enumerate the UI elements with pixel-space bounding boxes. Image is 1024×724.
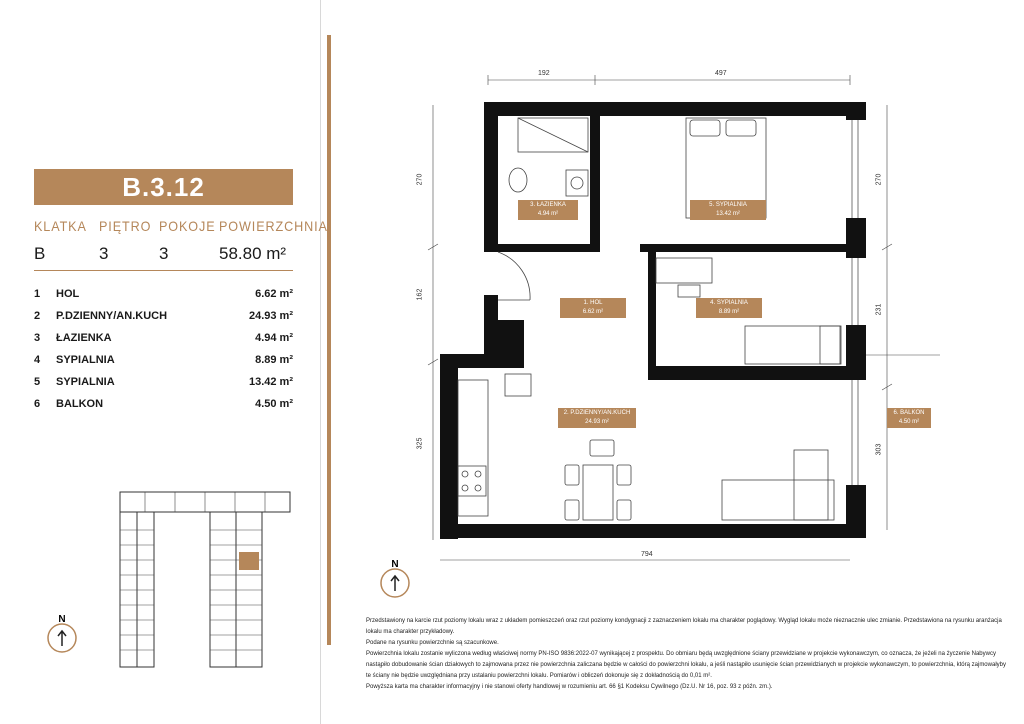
room-row — [34, 354, 293, 374]
divider — [34, 270, 293, 271]
room-name: HOL — [56, 288, 80, 300]
room-name: ŁAZIENKA — [56, 332, 112, 344]
room-tag-area: 8.89 m² — [718, 309, 740, 315]
room-tag-name: 1. HOL — [583, 300, 603, 306]
room-area: 8.89 m² — [255, 354, 293, 366]
room-name: SYPIALNIA — [56, 376, 115, 388]
room-tag-sypialnia-4 — [696, 298, 762, 318]
dimension-label: 192 — [538, 70, 550, 77]
room-tag-hol — [560, 298, 626, 318]
room-tag-name: 6. BALKON — [893, 410, 925, 416]
legal-paragraph: Powyższa karta ma charakter informacyjny i nie stanowi oferty handlowej w rozumieniu art. 66 §1 Kodeksu Cywilnego (Dz.U. Nr 16, poz. 93 z późn. zm.). — [366, 684, 773, 690]
value-klatka: B — [34, 244, 46, 263]
dimension-label: 497 — [715, 70, 727, 77]
unit-code: B.3.12 — [34, 169, 293, 205]
accent-divider — [327, 35, 331, 645]
room-tag-area: 24.93 m² — [585, 419, 609, 425]
room-tag-name: 4. SYPIALNIA — [710, 300, 748, 306]
value-pokoje: 3 — [159, 244, 169, 263]
room-number: 4 — [34, 354, 41, 366]
legal-notes — [366, 616, 1006, 693]
room-tag-name: 3. ŁAZIENKA — [530, 202, 566, 208]
value-powierzchnia: 58.80 m² — [219, 244, 287, 263]
dimension-label: 270 — [416, 173, 424, 186]
compass-label: N — [58, 614, 66, 625]
compass-label: N — [391, 559, 399, 570]
room-tag-lazienka — [518, 200, 578, 220]
header-powierzchnia: POWIERZCHNIA — [219, 218, 328, 234]
room-area: 4.94 m² — [255, 332, 293, 344]
room-tag-name: 2. P.DZIENNY/AN.KUCH — [563, 410, 631, 416]
room-tag-area: 4.50 m² — [898, 419, 920, 425]
room-number: 5 — [34, 376, 41, 388]
legal-paragraph: Podane na rysunku powierzchnie są szacunkowe. — [366, 640, 499, 646]
dimension-label: 270 — [875, 173, 883, 186]
room-tag-area: 13.42 m² — [716, 211, 740, 217]
header-pietro: PIĘTRO — [99, 218, 152, 234]
dimension-label: 794 — [641, 551, 653, 558]
room-area: 4.50 m² — [255, 398, 293, 410]
room-row — [34, 398, 293, 418]
room-name: SYPIALNIA — [56, 354, 115, 366]
room-tag-area: 4.94 m² — [537, 211, 559, 217]
key-plan-map — [115, 490, 295, 670]
dimension-label: 325 — [416, 437, 424, 450]
room-number: 2 — [34, 310, 41, 322]
north-compass-icon — [45, 610, 79, 656]
room-name: P.DZIENNY/AN.KUCH — [56, 310, 168, 322]
room-area: 13.42 m² — [248, 376, 293, 388]
room-row — [34, 310, 293, 330]
legal-paragraph: Przedstawiony na karcie rzut poziomy lokalu wraz z układem pomieszczeń oraz rzut poziomy kondygnacji z zaznaczeniem lokalu ma charakter poglądowy. Wygląd lokalu może nieznacznie ulec zmianie. Przedstawiona na rysunku aranżacja lokalu ma charakter przykładowy. — [366, 618, 1002, 635]
room-row — [34, 288, 293, 308]
room-name: BALKON — [56, 398, 104, 410]
header-klatka: KLATKA — [34, 218, 87, 234]
room-tag-name: 5. SYPIALNIA — [709, 202, 747, 208]
room-tag-dzienny — [558, 408, 636, 428]
header-pokoje: POKOJE — [159, 218, 216, 234]
room-number: 3 — [34, 332, 41, 344]
dimension-label: 231 — [875, 303, 883, 316]
room-tag-area: 6.62 m² — [582, 309, 604, 315]
unit-highlight — [239, 552, 259, 570]
room-number: 1 — [34, 288, 41, 300]
dimension-label: 162 — [416, 288, 424, 301]
room-tag-balkon — [887, 408, 931, 428]
room-area: 6.62 m² — [255, 288, 293, 300]
dimension-label: 303 — [875, 443, 883, 456]
legal-paragraph: Powierzchnia lokalu zostanie wyliczona według właściwej normy PN-ISO 9836:2022-07 wynikającej z prospektu. Do obmiaru będą uwzględnione ściany przewidziane w projekcie wykonawczym, co oznacza, że jeżeli na życzenie Nabywcy nastąpiło dobudowanie ścian działowych to zajmowana przez nie powierzchnia zaliczana będzie w całości do powierzchni lokalu, a jeśli nastąpiło usunięcie ścian przewidzianych w projekcie wykonawczym, to powierzchnia, którą zajmowałyby te ściany nie będzie uwzględniana przy ustalaniu powierzchni lokalu. Pomiarów i obliczeń dokonuje się z dokładnością do 0,01 m². — [366, 651, 1006, 679]
room-tag-sypialnia-5 — [690, 200, 766, 220]
room-row — [34, 332, 293, 352]
value-pietro: 3 — [99, 244, 109, 263]
floor-plan — [340, 60, 1024, 620]
room-area: 24.93 m² — [248, 310, 293, 322]
room-row — [34, 376, 293, 396]
room-number: 6 — [34, 398, 41, 410]
